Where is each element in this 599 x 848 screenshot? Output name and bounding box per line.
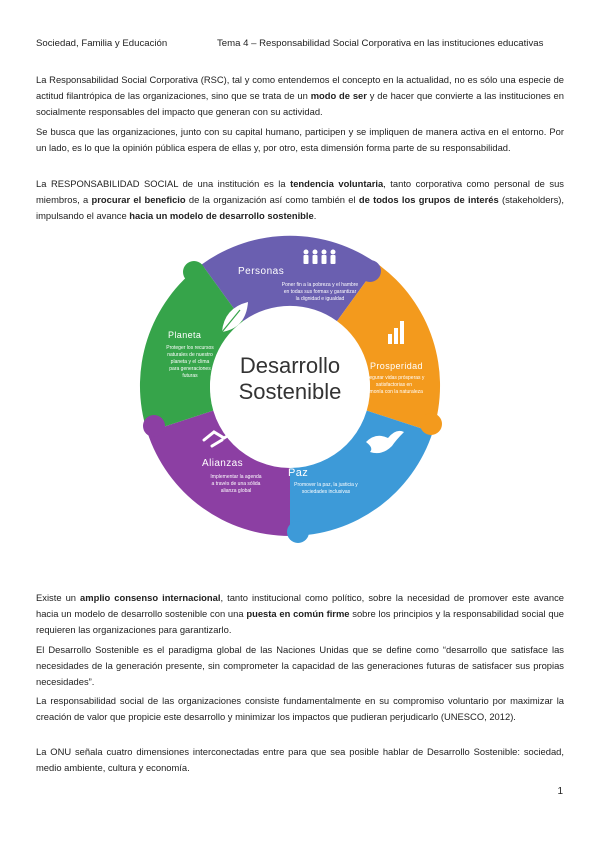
desc-planeta-4: para generaciones [169,366,211,372]
paragraph-four-dimensions: La ONU señala cuatro dimensiones interconectadas entre para que sea posible hablar de Desarrollo Sostenible: sociedad, medio ambiente, cultura y economía. [36,746,564,774]
desc-planeta-2: naturales de nuestro [167,352,213,358]
desc-planeta-3: planeta y el clima [170,359,210,365]
paragraph-rsc-definition: La Responsabilidad Social Corporativa (RSC), tal y como entendemos el concepto en la actualidad, no es sólo una especie de actitud filantrópica de las organizaciones, sino que se trata de un modo de ser y de hacer que convierte a las instituciones en socialmente responsables del impacto que generan con su actividad. [36,74,564,118]
tab-alianzas [143,415,165,437]
tab-prosperidad [420,413,442,435]
desc-planeta-5: futuras [182,373,198,379]
page-number: 1 [557,786,563,797]
desc-prosperidad-2: satisfactorias en [375,382,413,388]
center-title-line1: Desarrollo [239,353,341,378]
header-left: Sociedad, Familia y Educación [36,38,168,49]
label-personas: Personas [238,266,285,277]
desc-alianzas-2: a través de una sólida [211,481,261,487]
paragraph-participation: Se busca que las organizaciones, junto con su capital humano, participen y se impliquen de manera activa en el entorno. Por un lado, es lo que la opinión pública espera de ellas y, por otro, esta dimensión forma parte de su responsabilidad. [36,126,564,154]
desc-personas-1: Poner fin a la pobreza y el hambre [281,282,359,288]
desc-personas-3: la dignidad e igualdad [295,296,345,302]
desc-paz-2: sociedades inclusivas [301,489,351,495]
label-prosperidad: Prosperidad [370,361,423,371]
label-planeta: Planeta [168,330,202,340]
paragraph-international-consensus: Existe un amplio consenso internacional, tanto institucional como político, sobre la necesidad de promover este avance hacia un modelo de desarrollo sostenible con una puesta en común firme sobre los principios y la responsabilidad social que requieren las organizaciones para garantizarlo. [36,592,565,636]
center-title-line2: Sostenible [238,379,342,404]
desc-alianzas-1: Implementar la agenda [210,474,262,480]
sustainable-development-wheel [130,228,450,548]
desc-prosperidad-1: Asegurar vidas prósperas y [363,375,425,381]
tab-personas [359,260,381,282]
paragraph-social-responsibility: La RESPONSABILIDAD SOCIAL de una institución es la tendencia voluntaria, tanto corporativa como personal de sus miembros, a procurar el beneficio de la organización así como también el de todos los grupos de interés (stakeholders), impulsando el avance hacia un modelo de desarrollo sostenible. [36,178,565,222]
desc-planeta-1: Proteger los recursos [166,345,214,351]
label-alianzas: Alianzas [202,458,243,469]
label-paz: Paz [288,467,309,479]
paragraph-organizations-commitment: La responsabilidad social de las organizaciones consiste fundamentalmente en su compromiso voluntario por maximizar la creación de valor que propicie este desarrollo y minimizar los impactos que pudieran perjudicarlo (UNESCO, 2012). [36,695,564,723]
paragraph-un-definition: El Desarrollo Sostenible es el paradigma global de las Naciones Unidas que se define como “desarrollo que satisface las necesidades de la generación presente, sin comprometer la capacidad de las generaciones futuras de satisfacer sus propias necesidades”. [36,644,564,688]
desc-prosperidad-3: armonía con la naturaleza [365,389,423,395]
desc-paz-1: Promover la paz, la justicia y [294,482,358,488]
header-right: Tema 4 – Responsabilidad Social Corporativa en las instituciones educativas [217,38,544,49]
desc-personas-2: en todas sus formas y garantizar [283,289,357,295]
desc-alianzas-3: alianza global [220,488,252,494]
tab-planeta [183,261,205,283]
tab-paz [287,521,309,543]
